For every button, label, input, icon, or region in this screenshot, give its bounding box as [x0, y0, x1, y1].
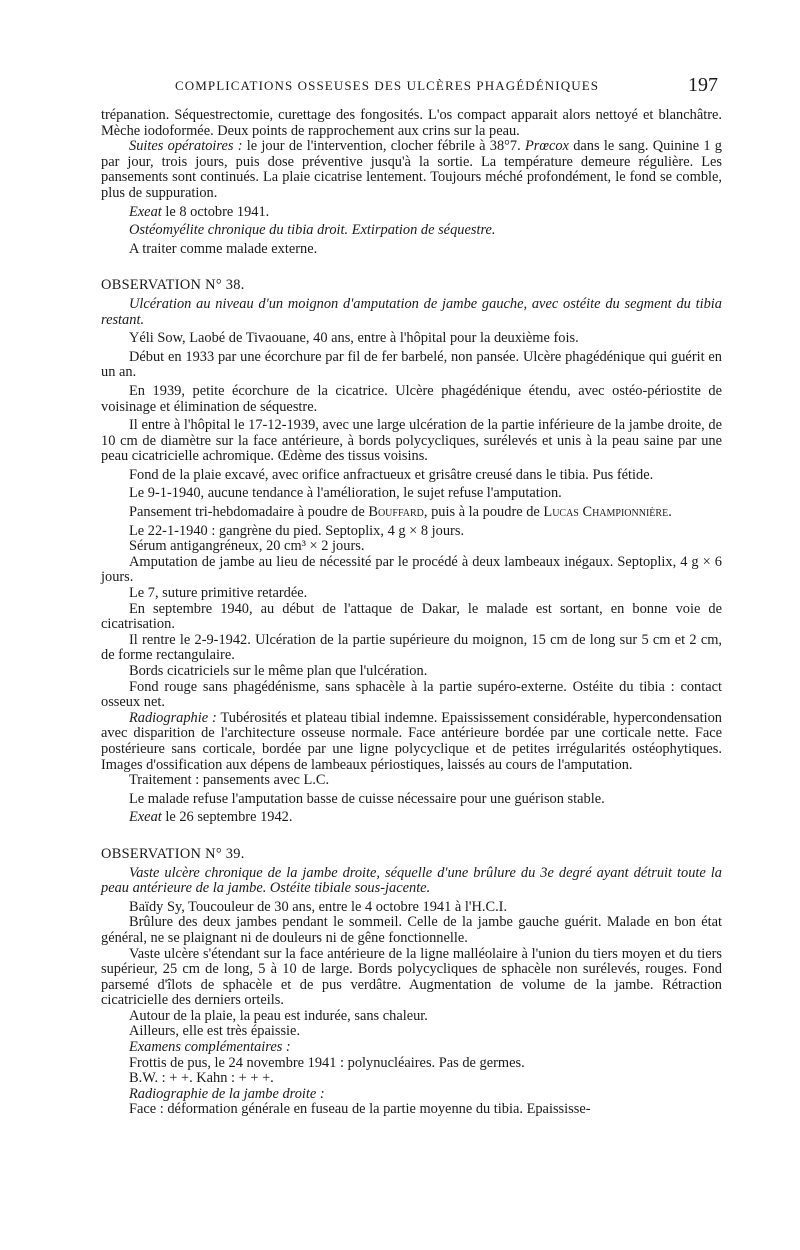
italic-run: Exeat	[129, 809, 162, 826]
paragraph: Le 22-1-1940 : gangrène du pied. Septoplix, 4 g × 8 jours.	[129, 522, 465, 539]
paragraph: Début en 1933 par une écorchure par fil de fer barbelé, non pansée. Ulcère phagédénique qui guérit en un an.	[101, 348, 722, 381]
paragraph: Autour de la plaie, la peau est indurée, sans chaleur.	[129, 1007, 428, 1024]
italic-paragraph: Radiographie de la jambe droite :	[129, 1085, 325, 1102]
paragraph: Yéli Sow, Laobé de Tivaouane, 40 ans, entre à l'hôpital pour la deuxième fois.	[129, 330, 579, 347]
paragraph: Fond rouge sans phagédénisme, sans sphacèle à la partie supéro-externe. Ostéite du tibia : contact osseux net.	[101, 678, 722, 711]
text-run: le jour de l'intervention, clocher fébrile à 38°7.	[242, 138, 525, 155]
italic-run: Exeat	[129, 203, 162, 220]
paragraph: B.W. : + +. Kahn : + + +.	[129, 1070, 274, 1087]
page-header	[0, 74, 800, 98]
text-run: le 26 septembre 1942.	[161, 809, 293, 826]
paragraph: Frottis de pus, le 24 novembre 1941 : polynucléaires. Pas de germes.	[129, 1054, 525, 1071]
italic-paragraph: Ulcération au niveau d'un moignon d'amputation de jambe gauche, avec ostéite du segment du tibia restant.	[101, 295, 722, 328]
paragraph: Il rentre le 2-9-1942. Ulcération de la partie supérieure du moignon, 15 cm de long sur 5 cm et 2 cm, de forme rectangulaire.	[101, 631, 722, 664]
paragraph: En septembre 1940, au début de l'attaque de Dakar, le malade est sortant, en bonne voie de cicatrisation.	[101, 600, 722, 633]
paragraph: Ailleurs, elle est très épaissie.	[129, 1023, 301, 1040]
paragraph: Amputation de jambe au lieu de nécessité par le procédé à deux lambeaux inégaux. Septoplix, 4 g × 6 jours.	[101, 553, 722, 586]
paragraph	[101, 505, 722, 521]
observation-heading: OBSERVATION N° 38.	[101, 277, 245, 294]
small-caps-run: Lucas Championnière	[543, 504, 669, 521]
paragraph: Traitement : pansements avec L.C.	[129, 772, 330, 789]
italic-run: Radiographie :	[129, 709, 217, 726]
italic-run: Prœcox	[524, 138, 569, 155]
paragraph	[101, 810, 722, 826]
paragraph: Le 7, suture primitive retardée.	[129, 585, 308, 602]
body-text	[101, 108, 722, 1118]
text-run: Tubérosités et plateau tibial indemne. Epaississement considérable, hypercondensation avec disparition de l'architecture osseuse normale. Face antérieure bordée par une corticale nette. Face postérieure sans corticale, bordée par une ligne polycyclique et de petites irrégularités ostéophytiques. Images d'ossification aux dépens de lambeaux périostiques, laissés au cours de l'amputation.	[101, 709, 722, 773]
paragraph: En 1939, petite écorchure de la cicatrice. Ulcère phagédénique étendu, avec ostéo-périostite de voisinage et élimination de séquestre.	[101, 382, 722, 415]
paragraph	[101, 711, 722, 773]
paragraph: Le 9-1-1940, aucune tendance à l'amélioration, le sujet refuse l'amputation.	[129, 485, 562, 502]
paragraph: Face : déformation générale en fuseau de la partie moyenne du tibia. Epaississe-	[129, 1101, 591, 1118]
paragraph: Le malade refuse l'amputation basse de cuisse nécessaire pour une guérison stable.	[129, 790, 605, 807]
italic-paragraph: Examens complémentaires :	[129, 1039, 291, 1056]
page-number: 197	[688, 74, 718, 96]
paragraph: Il entre à l'hôpital le 17-12-1939, avec une large ulcération de la partie inférieure de la jambe droite, de 10 cm de diamètre sur la face antérieure, à bords polycycliques, surélevés et unis à la peau saine par une peau cicatricielle achromique. Œdème des tissus voisins.	[101, 417, 722, 465]
text-run: , puis à la poudre de	[423, 504, 544, 521]
paragraph: Brûlure des deux jambes pendant le sommeil. Celle de la jambe gauche guérit. Malade en bon état général, ne se plaignant ni de douleurs ni de gêne fonctionnelle.	[101, 914, 722, 946]
running-title: COMPLICATIONS OSSEUSES DES ULCÈRES PHAGÉDÉNIQUES	[175, 78, 600, 93]
paragraph: A traiter comme malade externe.	[129, 240, 318, 257]
paragraph: Bords cicatriciels sur le même plan que l'ulcération.	[129, 663, 428, 679]
small-caps-run: Bouffard	[368, 504, 424, 521]
text-run: dans le sang. Quinine 1 g par jour, trois jours, puis dose préventive jusqu'à la sortie. La température demeure régulière. Les pansements sont continués. La plaie cicatrise lentement. Toujours méché profondément, le fond se comble, plus de suppuration.	[101, 138, 722, 201]
paragraph: trépanation. Séquestrectomie, curettage des fongosités. L'os compact apparait alors nettoyé et blanchâtre. Mèche iodoformée. Deux points de rapprochement aux crins sur la peau.	[101, 107, 722, 139]
paragraph: Sérum antigangréneux, 20 cm³ × 2 jours.	[129, 538, 365, 555]
italic-paragraph: Ostéomyélite chronique du tibia droit. Extirpation de séquestre.	[129, 222, 496, 239]
paragraph: Fond de la plaie excavé, avec orifice anfractueux et grisâtre creusé dans le tibia. Pus fétide.	[129, 466, 654, 483]
text-run: .	[668, 504, 672, 521]
paragraph: Vaste ulcère s'étendant sur la face antérieure de la ligne malléolaire à l'union du tiers moyen et du tiers supérieur, 25 cm de long, 5 à 10 de large. Bords polycycliques de sphacèle non surélevés, rouges. Fond parsemé d'îlots de sphacèle et de pus verdâtre. Augmentation de volume de la jambe. Rétraction cicatricielle des derniers orteils.	[101, 945, 722, 1009]
italic-paragraph: Vaste ulcère chronique de la jambe droite, séquelle d'une brûlure du 3e degré ayant détruit toute la peau antérieure de la jambe. Ostéite tibiale sous-jacente.	[101, 864, 722, 897]
paragraph: Baïdy Sy, Toucouleur de 30 ans, entre le 4 octobre 1941 à l'H.C.I.	[129, 898, 508, 915]
text-run: le 8 octobre 1941.	[161, 203, 270, 220]
observation-heading: OBSERVATION N° 39.	[101, 845, 245, 862]
text-run: Pansement tri-hebdomadaire à poudre de	[129, 504, 369, 521]
paragraph	[101, 205, 722, 221]
italic-run: Suites opératoires :	[129, 138, 243, 155]
paragraph	[101, 139, 722, 201]
